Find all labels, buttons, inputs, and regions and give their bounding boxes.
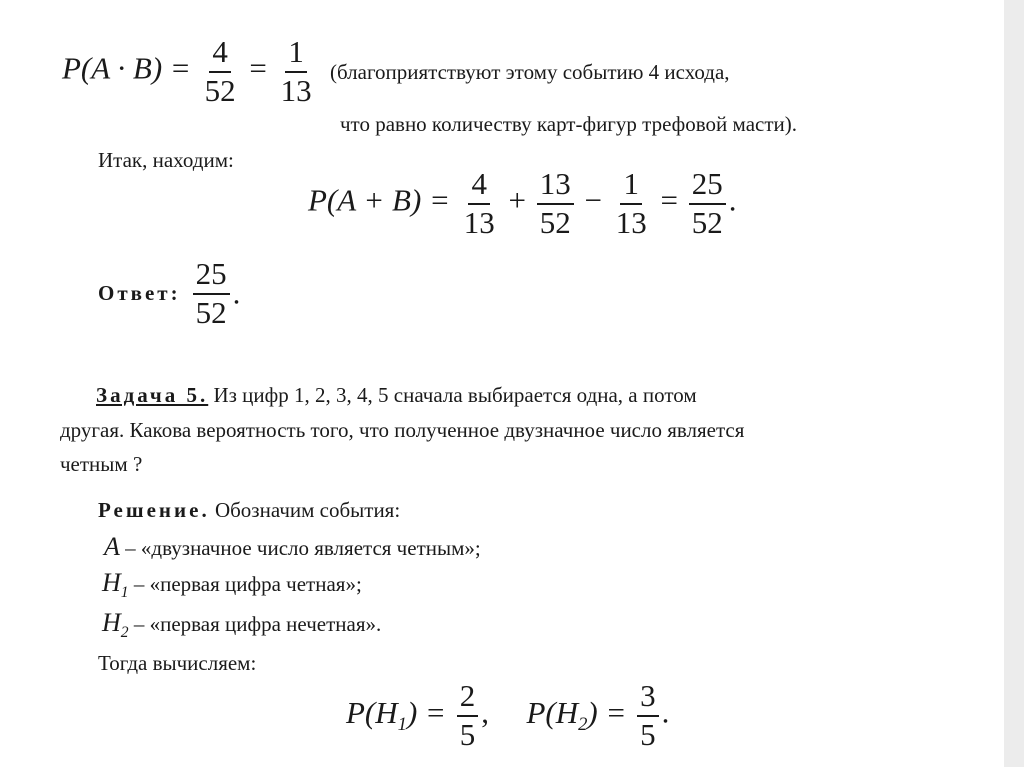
- solution-label: Решение.: [98, 498, 210, 522]
- answer-period: .: [232, 275, 241, 311]
- equation-p-a-plus-b: [308, 168, 736, 239]
- event-h1-subscript: 1: [120, 584, 129, 602]
- eq3-p1-subscript: 1: [397, 713, 407, 735]
- eq2-lhs: P(A + B) =: [308, 182, 450, 218]
- eq2-f2-numerator: 13: [537, 168, 574, 205]
- eq2-f4-numerator: 25: [689, 168, 726, 205]
- eq2-fraction-3: [613, 168, 650, 239]
- eq3-p2-subscript: 2: [578, 713, 588, 735]
- eq3-f1-numerator: 2: [457, 680, 479, 717]
- eq1-f1-denominator: 52: [204, 72, 236, 108]
- task5-text-1: Из цифр 1, 2, 3, 4, 5 сначала выбирается одна, а потом: [213, 383, 697, 407]
- event-h2-symbol: [102, 608, 129, 642]
- then-line: Тогда вычисляем:: [98, 651, 257, 675]
- eq3-p1-lhs: [346, 694, 446, 735]
- eq3-f2-denominator: 5: [640, 716, 656, 752]
- eq1-f2-denominator: 13: [280, 72, 312, 108]
- event-h2-text: – «первая цифра нечетная».: [133, 612, 382, 636]
- eq2-period: .: [728, 182, 737, 218]
- eq3-fraction-2: [637, 680, 659, 751]
- task5-line-1: [96, 383, 697, 408]
- eq3-f2-numerator: 3: [637, 680, 659, 717]
- solution-intro-line: [98, 498, 400, 523]
- eq3-p2-open: P(H: [526, 694, 579, 730]
- eq2-f4-denominator: 52: [691, 204, 723, 240]
- equation-p-h: [346, 680, 669, 751]
- event-a-line: [104, 532, 481, 562]
- eq3-p1-close: ) =: [406, 694, 446, 730]
- event-a-text: – «двузначное число является четным»;: [125, 536, 481, 560]
- eq3-p2-lhs: [526, 694, 627, 735]
- answer-line: [98, 258, 240, 329]
- task5-line-3: четным ?: [60, 452, 143, 476]
- task5-line-2: другая. Какова вероятность того, что полученное двузначное число является: [60, 418, 745, 442]
- eq2-f3-numerator: 1: [620, 168, 642, 205]
- itak-line: Итак, находим:: [98, 148, 234, 172]
- eq2-f2-denominator: 52: [539, 204, 571, 240]
- event-h2-line: [102, 608, 381, 642]
- eq3-f1-denominator: 5: [459, 716, 476, 752]
- eq2-fraction-1: [461, 168, 498, 239]
- task5-label: Задача 5.: [96, 383, 209, 407]
- eq1-fraction-2: [278, 36, 315, 107]
- event-h1-symbol: [102, 568, 129, 602]
- equation-p-a-times-b: [62, 36, 318, 107]
- page-edge: [1004, 0, 1024, 767]
- answer-denominator: 52: [195, 294, 227, 330]
- eq1-fraction-1: [202, 36, 239, 107]
- eq1-lhs: P(A · B) =: [62, 50, 191, 86]
- eq1-equals: =: [249, 50, 267, 86]
- solution-intro: Обозначим события:: [214, 498, 401, 522]
- answer-fraction: [193, 258, 230, 329]
- event-h1-letter: H: [102, 568, 121, 597]
- eq3-period: .: [661, 694, 670, 730]
- event-a-symbol: A: [104, 532, 120, 561]
- answer-label: Ответ:: [98, 281, 181, 306]
- event-h2-subscript: 2: [120, 624, 129, 642]
- answer-numerator: 25: [193, 258, 230, 295]
- eq3-fraction-1: [457, 680, 479, 751]
- eq2-minus: −: [584, 182, 602, 218]
- eq3-p1-open: P(H: [346, 694, 398, 730]
- event-h1-text: – «первая цифра четная»;: [133, 572, 362, 596]
- eq2-plus: +: [508, 182, 526, 218]
- eq2-equals: =: [660, 182, 678, 218]
- eq1-f2-numerator: 1: [285, 36, 307, 73]
- eq1-note-line-1: (благоприятствуют этому событию 4 исхода,: [330, 60, 730, 84]
- eq3-comma: ,: [481, 694, 489, 730]
- eq2-f1-denominator: 13: [463, 204, 495, 240]
- eq1-f1-numerator: 4: [209, 36, 231, 73]
- event-h2-letter: H: [102, 608, 121, 637]
- eq2-f1-numerator: 4: [468, 168, 490, 205]
- eq3-p2-close: ) =: [587, 694, 627, 730]
- eq2-f3-denominator: 13: [615, 204, 647, 240]
- eq1-note-line-2: что равно количеству карт-фигур трефовой масти).: [340, 112, 797, 136]
- eq2-fraction-4: [689, 168, 726, 239]
- eq2-fraction-2: [537, 168, 574, 239]
- event-h1-line: [102, 568, 362, 602]
